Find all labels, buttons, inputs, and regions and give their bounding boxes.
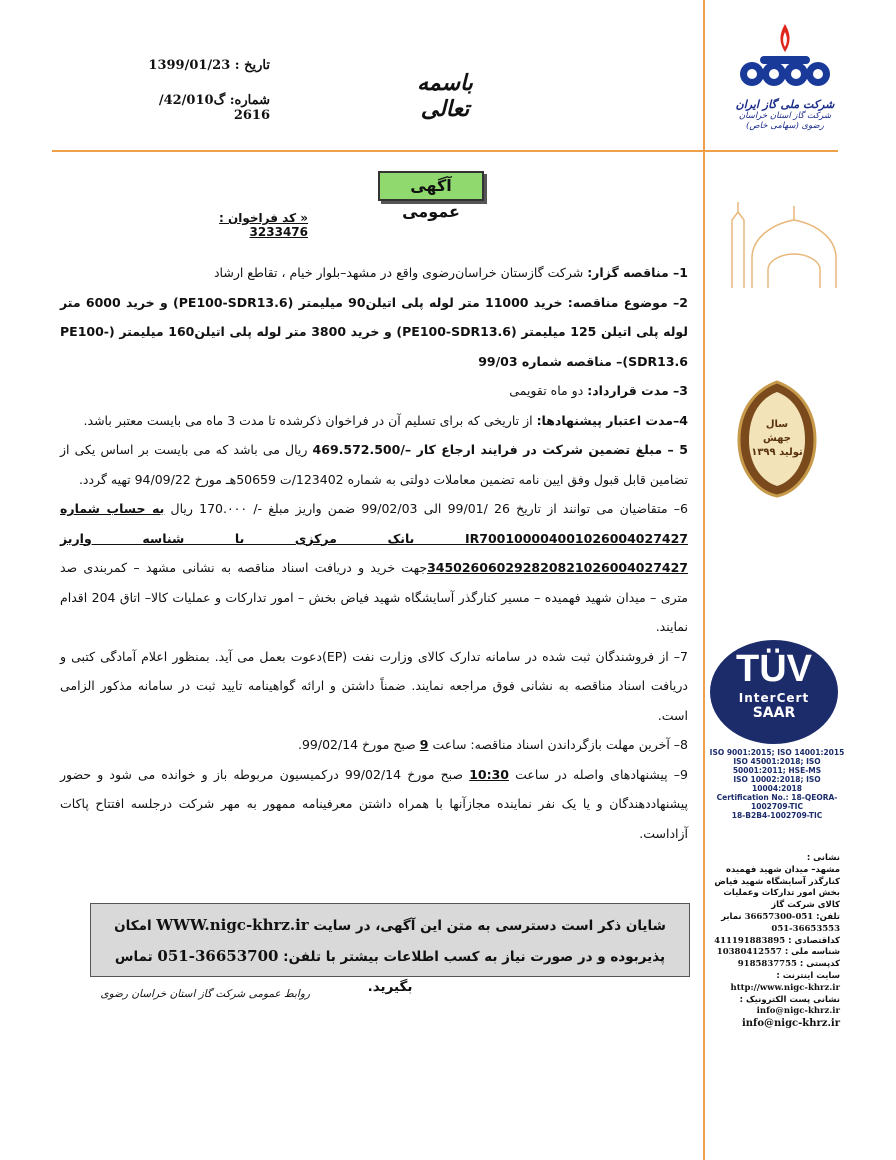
item-text: ریال می باشد که می بایست بر اساس یکی از تضامین قابل قبول وفق ایین نامه تضمین معاملات دولتی به شماره 123402/ت 50659هـ مورخ 94/09/22 تهیه گردد. [60,442,688,487]
item-6 [60,494,688,642]
page-title: آگهی عمومی [378,171,484,201]
tuv-cert-line: Certification No.: 18-QEORA-1002709-TIC [716,793,838,811]
item-text: صبح مورخ 99/02/14. [298,737,420,752]
notice-text: پذیربوده و در صورت نیاز به کسب اطلاعات بیشتر با تلفن: [278,949,666,965]
item-text: صبح مورخ 99/02/14 درکمیسیون مربوطه باز و خوانده می شود و حضور پیشنهاددهندگان و یا یک نفر نماینده مجازآنها با همراه داشتن معرفینامه ممهور به مهر شرکت درجلسه افتتاح پاکات آزاداست. [60,766,688,841]
tuv-iso-line: ISO 9001:2015; ISO 14001:2015 [709,748,845,757]
item-5 [60,435,688,494]
tuv-logo [710,640,838,744]
item-text: از تاریخی که برای تسلیم آن در فراخوان ذکرشده تا مدت 3 ماه می بایست معتبر باشد. [83,412,537,428]
item-1 [60,258,688,288]
number-value: گ42/010/ 2616 [158,93,270,123]
header-divider [52,150,838,152]
item-label: 2– موضوع مناقصه: [567,294,688,310]
econ-label: کداقتصادی : [788,935,840,946]
item-label: 1– مناقصه گزار: [587,265,688,280]
opening-hour: 10:30 [469,766,509,782]
number-line [120,93,270,123]
item-text: 6– متقاضیان می توانند از تاریخ 26 /99/01 الی 99/02/03 ضمن واریز مبلغ -/ 170.۰۰۰ ریال [164,501,688,516]
date-label: تاریخ : [234,58,270,73]
tender-body [60,258,688,848]
shrine-outline-icon [712,198,842,290]
item-text: 7– از فروشندگان ثبت شده در سامانه تدارک کالای وزارت نفت (EP)دعوت بعمل می آید. بمنظور اعلام آمادگی کتبی و دریافت اسناد مناقصه به نشانی فوق مراجعه نمایند. ضمناً داشتن و ارائه گواهینامه تایید ثبت در سامانه مذکور الزامی است. [60,648,688,723]
postal-label: کدپستی : [799,959,840,970]
item-text: شرکت گازستان خراسان‌رضوی واقع در مشهد–بلوار خیام ، تقاطع ارشاد [213,265,588,280]
notice-text: امکان [114,918,157,934]
web-label: سایت اینترنت : [776,970,840,981]
phone-label: تلفن: [816,911,840,922]
item-9 [60,760,688,849]
basmala: باسمه تعالی [417,70,473,122]
item-2 [60,288,688,377]
item-7 [60,642,688,731]
tuv-brand: TÜV [736,648,812,690]
org-name: شرکت ملی گاز ایران [735,98,835,111]
website-link[interactable]: WWW.nigc-khrz.ir [156,916,309,934]
call-code [160,211,308,239]
item-text: جهت خرید و دریافت اسناد مناقصه به نشانی مشهد – کمربندی صد متری – میدان شهید فهمیده – مسیر کنارگذر آسایشگاه شهید فیاض بخش – امور تدارکات و عملیات کالا– اتاق 204 اقدام نمایند. [60,560,688,634]
phone-value: 051-36657300 [744,911,814,922]
item-3 [60,376,688,406]
email-label: نشانی پست الکترونیک : [739,994,840,1005]
address-text: مشهد– میدان شهید فهمیده کنارگذر آسایشگاه شهید فیاض بخش امور تدارکات وعملیات کالای شرکت گاز [714,864,840,911]
org-subtitle: شرکت گاز استان خراسان رضوی (سهامی خاص) [738,111,832,131]
econ-line [712,936,840,948]
notice-line-1 [91,910,689,941]
natid-line [712,947,840,959]
item-text: 9– پیشنهادهای واصله در ساعت [509,766,688,782]
item-label: 4–مدت اعتبار پیشنهادها: [536,412,688,428]
date-line [120,58,270,73]
call-code-value: 3233476 [249,225,308,239]
address-label: نشانی : [806,853,840,863]
tuv-iso-line: ISO 10002:2018; ISO 10004:2018 [733,775,821,793]
tuv-certifications [708,748,846,820]
email-link[interactable]: info@nigc-khrz.ir [741,1018,840,1030]
date-value: 1399/01/23 [148,58,231,73]
postal-value: 9185837755 [737,959,797,970]
tuv-iso-line: ISO 45001:2018; ISO 50001:2011; HSE-MS [732,757,822,775]
contact-block [712,853,840,1030]
web-link[interactable]: http://www.nigc-khrz.ir [730,982,840,993]
fax-value: 051-36653553 [771,923,840,934]
tuv-intercert: InterCert [738,691,810,705]
bank-account: به حساب شماره IR700100004001026004027427 بانک مرکزی با شناسه واریز 345026060292820821026004027427 [60,501,688,575]
emblem-text: سال جهش تولید ۱۳۹۹ [751,419,803,458]
item-text: دو ماه تقویمی [509,383,588,398]
nigc-logo [730,22,840,131]
item-label: 5 – مبلغ تضمین شرکت در فرایند ارجاع کار –/469.572.500 [312,442,688,457]
econ-value: 411191883895 [714,935,786,946]
side-divider [703,0,705,1160]
emblem-badge [737,380,817,498]
natid-label: شناسه ملی : [784,947,840,958]
phone-line [712,912,840,924]
notice-text: شایان ذکر است دسترسی به متن این آگهی، در سایت [308,918,666,934]
postal-line [712,959,840,971]
call-code-label: « کد فراخوان : [219,211,308,225]
tuv-cert-line: 18-B2B4-1002709-TIC [731,811,823,820]
tuv-saar: SAAR [752,705,796,721]
phone-number: 36653700-051 [157,947,279,965]
deadline-hour: 9 [419,737,429,752]
number-label: شماره: [229,93,270,108]
fax-label: نمابر [721,911,742,922]
item-text: خرید 11000 متر لوله پلی اتیلن90 میلیمتر (PE100-SDR13.6) و خرید 6000 متر لوله پلی اتیلن 125 میلیمتر (PE100-SDR13.6) و خرید 3800 متر لوله پلی اتیلن160 میلیمتر (PE100-SDR13.6)– مناقصه شماره 99/03 [60,294,688,369]
item-8 [60,730,688,760]
natid-value: 10380412557 [716,947,782,958]
item-text: 8– آخرین مهلت بازگرداندن اسناد مناقصه: ساعت [428,737,688,752]
item-label: 3– مدت قرارداد: [587,383,688,398]
email-link[interactable]: info@nigc-khrz.ir [756,1006,840,1017]
flame-logo-icon [730,22,840,94]
item-4 [60,406,688,436]
public-relations-signature: روابط عمومی شرکت گاز استان خراسان رضوی [100,988,310,1000]
notice-text: تماس بگیرید. [114,949,413,995]
